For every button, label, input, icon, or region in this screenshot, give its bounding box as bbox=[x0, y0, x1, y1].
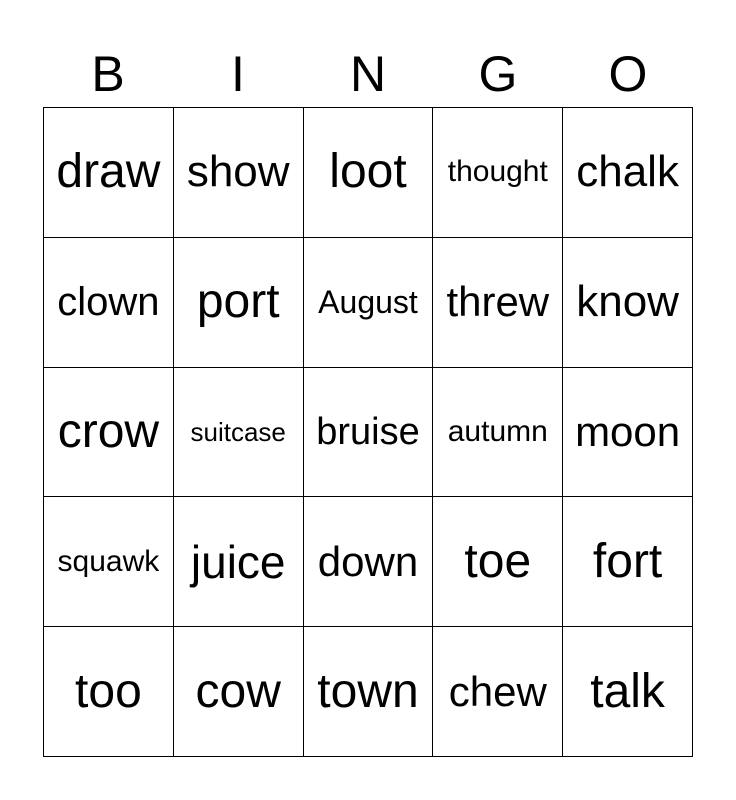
bingo-cell[interactable] bbox=[563, 238, 693, 368]
bingo-cell-word: town bbox=[317, 664, 419, 718]
bingo-cell-word: squawk bbox=[57, 544, 160, 578]
bingo-cell-word: port bbox=[196, 275, 280, 329]
bingo-cell[interactable] bbox=[174, 627, 304, 757]
bingo-board bbox=[43, 107, 693, 757]
bingo-cell-word: clown bbox=[57, 280, 160, 325]
bingo-cell-word: talk bbox=[590, 664, 665, 718]
bingo-cell-word: down bbox=[317, 537, 419, 585]
bingo-cell-word: know bbox=[576, 277, 679, 327]
bingo-cell-word: moon bbox=[575, 407, 681, 455]
bingo-cell-word: fort bbox=[592, 534, 663, 588]
header-letter-i: I bbox=[231, 46, 245, 102]
bingo-cell[interactable] bbox=[433, 497, 563, 627]
bingo-cell[interactable] bbox=[304, 368, 434, 498]
bingo-cell-word: too bbox=[75, 664, 142, 718]
bingo-cell-word: crow bbox=[57, 404, 160, 458]
bingo-cell[interactable] bbox=[433, 368, 563, 498]
bingo-cell[interactable] bbox=[304, 627, 434, 757]
bingo-cell-word: August bbox=[318, 284, 418, 321]
bingo-cell-word: threw bbox=[446, 278, 550, 326]
bingo-cell[interactable] bbox=[174, 238, 304, 368]
bingo-cell[interactable] bbox=[304, 108, 434, 238]
bingo-cell-word: suitcase bbox=[190, 416, 286, 447]
header-letter-b: B bbox=[91, 46, 125, 102]
bingo-cell[interactable] bbox=[563, 368, 693, 498]
bingo-header bbox=[43, 42, 693, 106]
bingo-cell[interactable] bbox=[44, 108, 174, 238]
bingo-cell[interactable] bbox=[304, 238, 434, 368]
bingo-cell-word: draw bbox=[56, 145, 161, 199]
bingo-cell[interactable] bbox=[44, 368, 174, 498]
bingo-cell[interactable] bbox=[433, 238, 563, 368]
bingo-cell-word: juice bbox=[190, 535, 286, 588]
header-letter-o: O bbox=[608, 46, 648, 102]
bingo-cell[interactable] bbox=[44, 497, 174, 627]
bingo-cell[interactable] bbox=[44, 627, 174, 757]
bingo-cell-word: bruise bbox=[316, 410, 420, 453]
bingo-cell-word: chalk bbox=[576, 147, 679, 197]
bingo-cell[interactable] bbox=[174, 368, 304, 498]
bingo-cell-word: loot bbox=[329, 145, 407, 199]
header-letter-n: N bbox=[349, 46, 387, 102]
bingo-cell[interactable] bbox=[563, 108, 693, 238]
bingo-cell-word: toe bbox=[464, 534, 532, 588]
bingo-cell-word: autumn bbox=[447, 414, 548, 448]
bingo-cell[interactable] bbox=[433, 108, 563, 238]
bingo-cell-word: chew bbox=[448, 667, 547, 715]
bingo-cell[interactable] bbox=[304, 497, 434, 627]
bingo-cell[interactable] bbox=[563, 627, 693, 757]
bingo-cell[interactable] bbox=[563, 497, 693, 627]
bingo-cell[interactable] bbox=[174, 108, 304, 238]
bingo-cell[interactable] bbox=[174, 497, 304, 627]
bingo-cell[interactable] bbox=[433, 627, 563, 757]
bingo-cell[interactable] bbox=[44, 238, 174, 368]
bingo-cell-word: show bbox=[186, 147, 290, 197]
bingo-cell-word: cow bbox=[195, 664, 281, 718]
bingo-cell-word: thought bbox=[447, 155, 548, 189]
header-letter-g: G bbox=[478, 46, 518, 102]
